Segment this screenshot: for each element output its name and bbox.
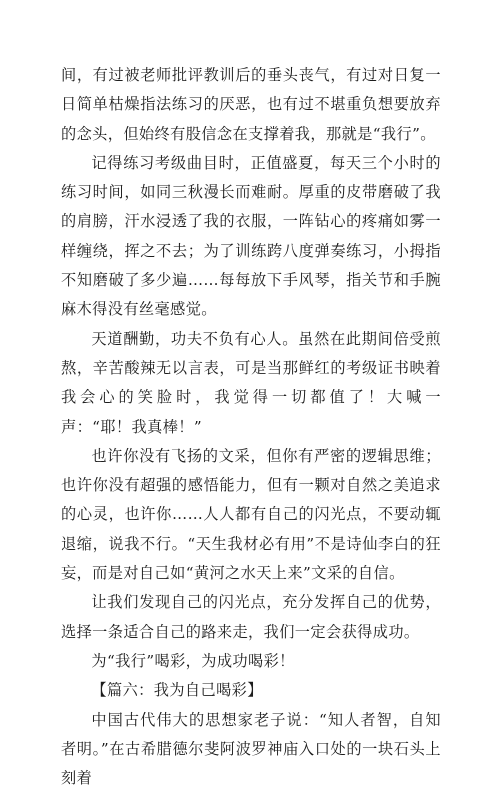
paragraph-shining-point: 也许你没有飞扬的文采，但你有严密的逻辑思维；也许你没有超强的感悟能力，但有一颗对自然之美追求的心灵，也许你……人人都有自己的闪光点，不要动辄退缩，说我不行。“天生我材必有用”不是诗仙李白的狂妄，而是对自己如“黄河之水天上来”文采的自信。	[61, 446, 441, 583]
document-body	[61, 61, 441, 793]
section-heading: 【篇六：我为自己喝彩】	[91, 681, 263, 700]
paragraph-exam-practice: 记得练习考级曲目时，正值盛夏，每天三个小时的练习时间，如同三秋漫长而难耐。厚重的皮带磨破了我的肩膀，汗水浸透了我的衣服，一阵钻心的疼痛如雾一样缠绕，挥之不去；为了训练跨八度弹奏练习，小拇指不知磨破了多少遍……每每放下手风琴，指关节和手腕麻木得没有丝毫感觉。	[61, 153, 441, 319]
paragraph-cheer: 为“我行”喝彩，为成功喝彩！	[91, 651, 295, 670]
paragraph-continuation: 间，有过被老师批评教训后的垂头丧气，有过对日复一日简单枯燥指法练习的厌恶，也有过不堪重负想要放弃的念头，但始终有股信念在支撑着我，那就是“我行”。	[61, 66, 441, 143]
paragraph-laozi-quote: 中国古代伟大的思想家老子说：“知人者智，自知者明。”在古希腊德尔斐阿波罗神庙入口处的一块石头上刻着	[61, 710, 441, 788]
paragraph-find-yourself: 让我们发现自己的闪光点，充分发挥自己的优势，选择一条适合自己的路来走，我们一定会获得成功。	[61, 593, 441, 641]
paragraph-hard-work-pays: 天道酬勤，功夫不负有心人。虽然在此期间倍受煎熬，辛苦酸辣无以言表，可是当那鲜红的考级证书映着我会心的笑脸时，我觉得一切都值了！大喊一声：“耶！我真棒！”	[61, 329, 441, 436]
